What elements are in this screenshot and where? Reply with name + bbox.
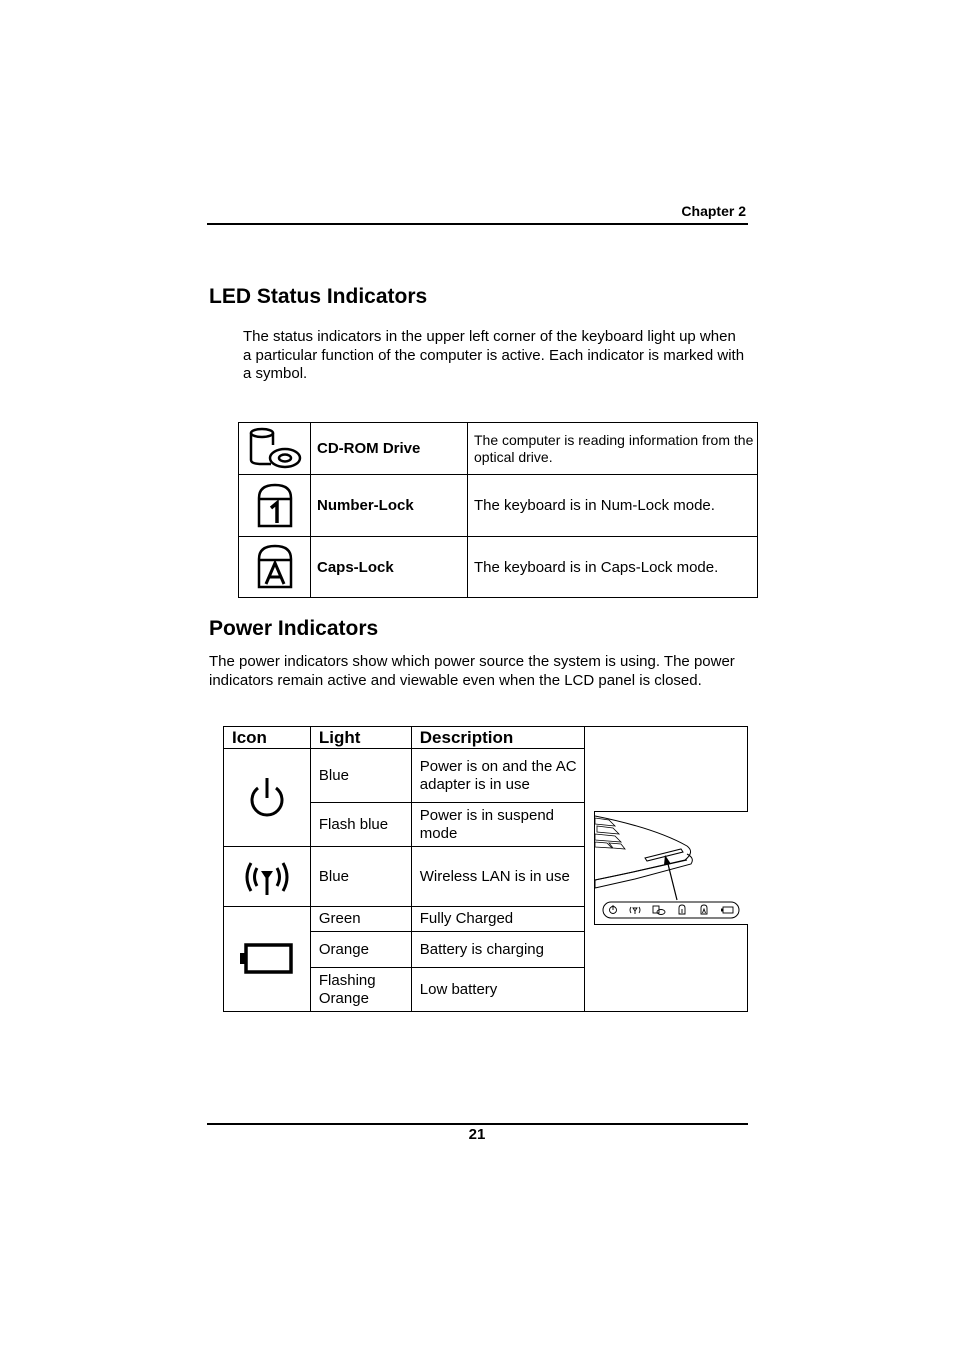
power-section-paragraph: The power indicators show which power source the system is using. The power indicators remain active and viewable even when the LCD panel is closed. bbox=[209, 653, 735, 689]
led-description: The keyboard is in Num-Lock mode. bbox=[468, 475, 758, 537]
cd-rom-drive-icon bbox=[247, 427, 303, 471]
power-icon bbox=[247, 774, 287, 822]
light-value: Blue bbox=[310, 847, 411, 907]
light-description: Fully Charged bbox=[411, 907, 584, 932]
light-value: Flash blue bbox=[310, 803, 411, 847]
caps-lock-icon bbox=[255, 543, 295, 591]
table-row bbox=[239, 537, 758, 598]
light-value: Flashing Orange bbox=[310, 968, 411, 1012]
battery-icon bbox=[239, 942, 295, 976]
light-description: Battery is charging bbox=[411, 932, 584, 968]
led-description: The computer is reading information from the optical drive. bbox=[468, 423, 758, 475]
light-value: Blue bbox=[310, 749, 411, 803]
led-name: CD-ROM Drive bbox=[311, 423, 468, 475]
power-indicator-table bbox=[223, 726, 748, 1012]
led-indicator-table bbox=[238, 422, 758, 598]
table-row bbox=[239, 423, 758, 475]
table-row bbox=[239, 475, 758, 537]
light-value: Orange bbox=[310, 932, 411, 968]
laptop-indicator-panel-illustration bbox=[594, 811, 748, 925]
column-header-description: Description bbox=[411, 727, 584, 749]
light-description: Power is on and the AC adapter is in use bbox=[411, 749, 584, 803]
illustration-cell bbox=[584, 727, 747, 1012]
chapter-label: Chapter 2 bbox=[681, 203, 746, 219]
light-description: Low battery bbox=[411, 968, 584, 1012]
footer-rule bbox=[207, 1123, 748, 1125]
wireless-lan-icon bbox=[241, 855, 293, 899]
led-name: Number-Lock bbox=[311, 475, 468, 537]
led-description: The keyboard is in Caps-Lock mode. bbox=[468, 537, 758, 598]
page-number: 21 bbox=[468, 1126, 486, 1143]
light-description: Power is in suspend mode bbox=[411, 803, 584, 847]
led-name: Caps-Lock bbox=[311, 537, 468, 598]
header-rule bbox=[207, 223, 748, 225]
number-lock-icon bbox=[255, 482, 295, 530]
light-description: Wireless LAN is in use bbox=[411, 847, 584, 907]
column-header-icon: Icon bbox=[224, 727, 311, 749]
table-header-row bbox=[224, 727, 748, 749]
light-value: Green bbox=[310, 907, 411, 932]
led-section-heading: LED Status Indicators bbox=[209, 285, 428, 308]
column-header-light: Light bbox=[310, 727, 411, 749]
led-section-paragraph: The status indicators in the upper left corner of the keyboard light up when a particular function of the computer is active. Each indicator is marked with a symbol. bbox=[243, 328, 745, 382]
power-section-heading: Power Indicators bbox=[209, 617, 379, 640]
